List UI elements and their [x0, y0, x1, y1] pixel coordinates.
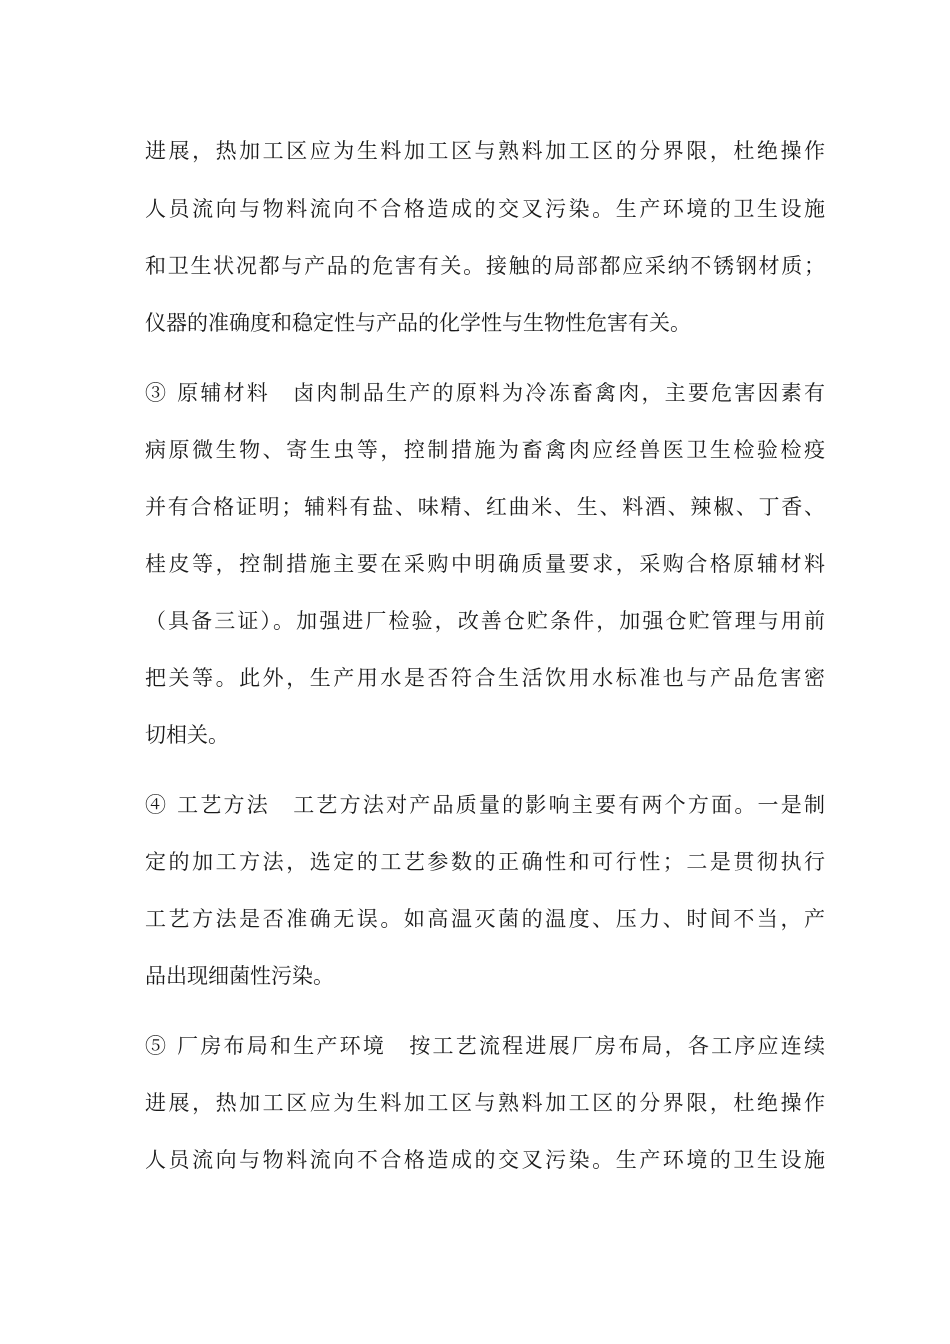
text-line: 工艺方法是否准确无误。如高温灭菌的温度、压力、时间不当，产 — [145, 907, 825, 931]
text-line: 病原微生物、寄生虫等，控制措施为畜禽肉应经兽医卫生检验检疫 — [145, 438, 825, 462]
text-line: ③ 原辅材料 卤肉制品生产的原料为冷冻畜禽肉，主要危害因素有 — [145, 381, 825, 405]
text-line: 人员流向与物料流向不合格造成的交叉污染。生产环境的卫生设施 — [145, 1148, 825, 1172]
text-line: ④ 工艺方法 工艺方法对产品质量的影响主要有两个方面。一是制 — [145, 793, 825, 817]
text-line: ⑤ 厂房布局和生产环境 按工艺流程进展厂房布局，各工序应连续 — [145, 1034, 825, 1058]
text-line: 和卫生状况都与产品的危害有关。接触的局部都应采纳不锈钢材质； — [145, 254, 825, 278]
text-line: 人员流向与物料流向不合格造成的交叉污染。生产环境的卫生设施 — [145, 197, 825, 221]
text-line: 把关等。此外，生产用水是否符合生活饮用水标准也与产品危害密 — [145, 666, 825, 690]
text-line: 品出现细菌性污染。 — [145, 964, 334, 988]
text-line: 仪器的准确度和稳定性与产品的化学性与生物性危害有关。 — [145, 311, 691, 335]
text-line: 进展，热加工区应为生料加工区与熟料加工区的分界限，杜绝操作 — [145, 1091, 825, 1115]
text-line: 切相关。 — [145, 723, 229, 747]
text-line: 桂皮等，控制措施主要在采购中明确质量要求，采购合格原辅材料 — [145, 552, 825, 576]
text-line: 并有合格证明；辅料有盐、味精、红曲米、生、料酒、辣椒、丁香、 — [145, 495, 825, 519]
text-line: 定的加工方法，选定的工艺参数的正确性和可行性；二是贯彻执行 — [145, 850, 825, 874]
text-line: 进展，热加工区应为生料加工区与熟料加工区的分界限，杜绝操作 — [145, 139, 825, 163]
text-line: （具备三证）。加强进厂检验，改善仓贮条件，加强仓贮管理与用前 — [145, 609, 825, 633]
